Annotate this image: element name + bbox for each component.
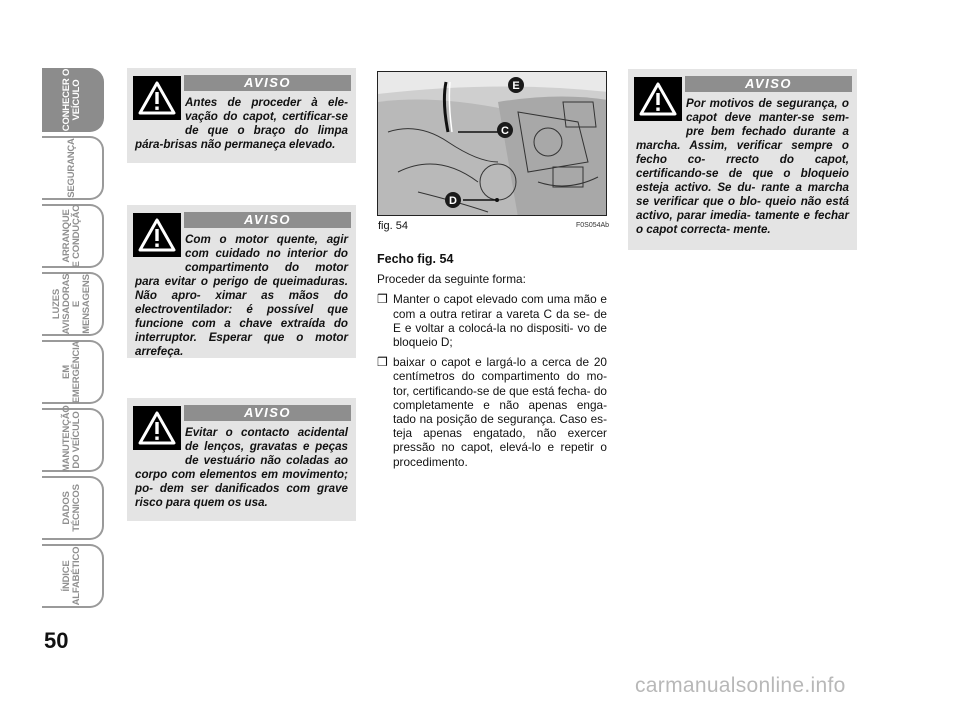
warning-text: Antes de proceder à ele- vação do capot, certificar-se de que o braço do limpa pára-brisas não permaneça elevado. (135, 96, 348, 151)
figure-label-d (445, 192, 461, 208)
warning-triangle-icon (133, 76, 181, 120)
engine-bay-figure (377, 71, 607, 216)
svg-text:D: D (449, 195, 457, 207)
warning-box (127, 398, 356, 521)
tab-manutencao-do-veiculo[interactable] (42, 405, 104, 472)
tab-dados-tecnicos[interactable] (42, 476, 104, 540)
svg-text:C: C (501, 125, 509, 137)
warning-title: AVISO (184, 405, 351, 421)
chapter-tabs (42, 68, 104, 612)
page-number: 50 (44, 628, 69, 653)
tab-label: SEGURANÇA (66, 138, 77, 198)
figure-code: F0S054Ab (576, 222, 610, 229)
warning-box (127, 205, 356, 358)
list-item (377, 355, 607, 469)
figure-caption: fig. 54 (378, 220, 408, 232)
checkbox-bullet-icon: ❒ (377, 355, 388, 370)
warning-triangle-icon (133, 406, 181, 450)
warning-text: Com o motor quente, agir com cuidado no interior do compartimento do motor para evitar o perigo de queimaduras. Não apro- ximar as mãos do electroventilador: é possível que funcione com a chave extraída do interruptor. Esperar que o motor arrefeça. (135, 233, 348, 358)
svg-text:E: E (512, 80, 520, 92)
intro-text: Proceder da seguinte forma: (377, 272, 526, 287)
tab-arranque-e-conducao[interactable] (42, 204, 104, 268)
tab-label: LUZES AVISADORAS E MENSAGENS (51, 273, 92, 335)
tab-label: DADOS TÉCNICOS (61, 484, 82, 532)
tab-label: MANUTENÇÃO DO VEÍCULO (61, 405, 82, 472)
warning-text: Por motivos de segurança, o capot deve manter-se sem- pre bem fechado durante a marcha. Assim, verificar sempre o fecho co- rrecto do capot, certificando-se de que o bloqueio esteja activo. Se du- rante a marcha se verificar que o blo- queio não está activo, parar imedia- tamente e fechar o capot correcta- mente. (636, 97, 849, 236)
warning-triangle-icon (634, 77, 682, 121)
instructions (377, 252, 607, 475)
list-item-text: baixar o capot e largá-lo a cerca de 20 centímetros do compartimento do mo- tor, certificando-se de que está fecha- do completamente e não apenas enga- tado na posição de segurança. Caso es- teja apenas engatado, não exercer pressão no capot, elevá-lo e repetir o procedimento. (393, 355, 607, 469)
watermark: carmanualsonline.info (635, 674, 846, 697)
warning-title: AVISO (685, 76, 852, 92)
tab-indice-alfabetico[interactable] (42, 544, 104, 608)
tab-em-emergencia[interactable] (42, 340, 104, 404)
warning-box (127, 68, 356, 163)
tab-conhecer-o-veiculo[interactable] (42, 68, 104, 132)
list-item (377, 292, 607, 349)
tab-seguranca[interactable] (42, 136, 104, 200)
tab-label: CONHECER O VEÍCULO (61, 68, 82, 132)
engine-bay-illustration (378, 72, 607, 216)
warning-box (628, 69, 857, 250)
section-heading: Fecho fig. 54 (377, 252, 454, 266)
checkbox-bullet-icon: ❒ (377, 292, 388, 307)
warning-title: AVISO (184, 75, 351, 91)
list-item-text: Manter o capot elevado com uma mão e com a outra retirar a vareta C da se- de E e voltar a colocá-la no dispositi- vo de bloqueio D; (393, 292, 607, 350)
warning-triangle-icon (133, 213, 181, 257)
figure-label-e (508, 77, 524, 93)
warning-text: Evitar o contacto acidental de lenços, gravatas e peças de vestuário não coladas ao corpo com elementos em movimento; po- dem ser danificados com grave risco para quem os usa. (135, 426, 348, 509)
figure-label-c (497, 122, 513, 138)
tab-label: EM EMERGÊNCIA (61, 340, 82, 404)
tab-label: ÍNDICE ALFABÉTICO (61, 546, 82, 606)
tab-label: ARRANQUE E CONDUÇÃO (61, 204, 82, 268)
tab-luzes-avisadoras[interactable] (42, 272, 104, 336)
warning-title: AVISO (184, 212, 351, 228)
